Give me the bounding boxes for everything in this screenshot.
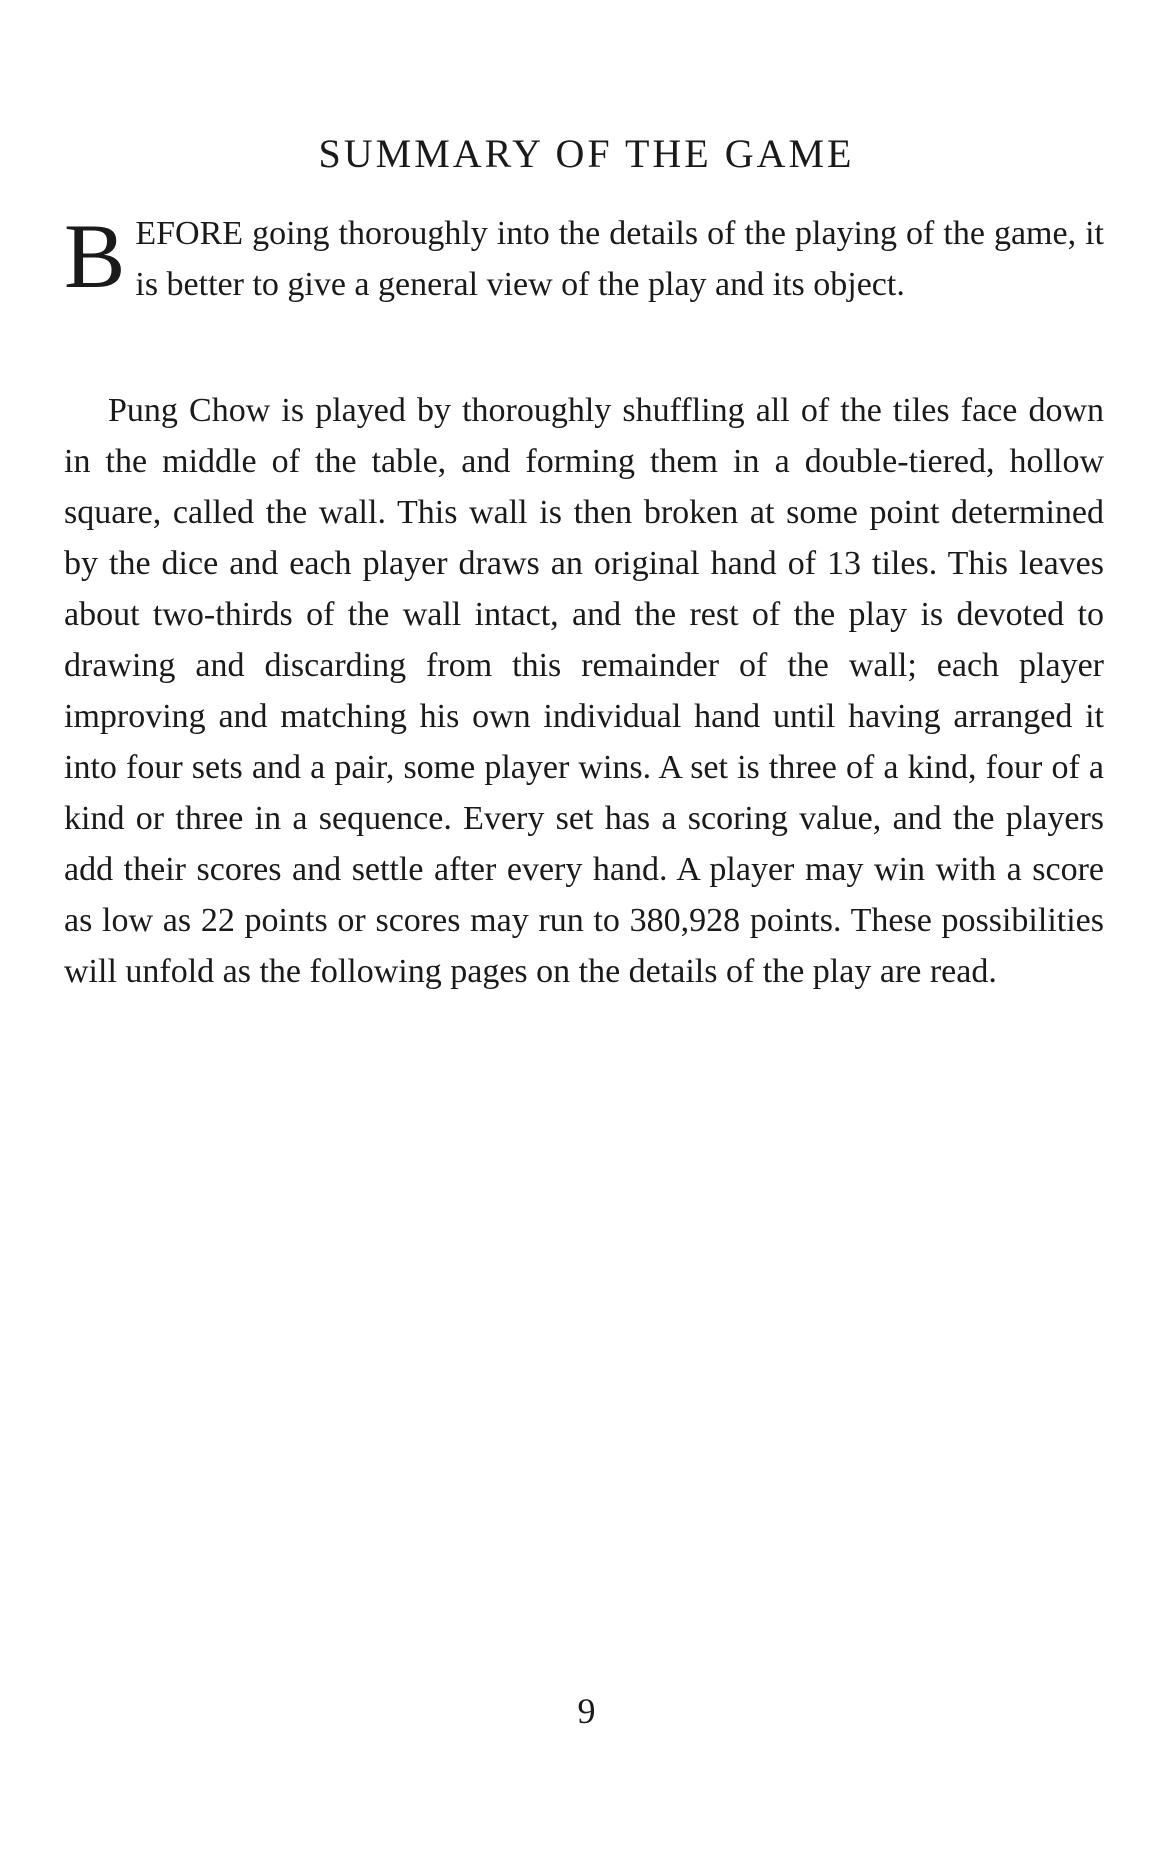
page-title: SUMMARY OF THE GAME: [318, 131, 855, 176]
intro-paragraph: [64, 205, 1104, 310]
page-number: 9: [577, 1691, 596, 1731]
drop-cap: B: [64, 205, 126, 307]
body-paragraph: Pung Chow is played by thoroughly shuffling all of the tiles face down in the middle of the table, and forming them in a double-tiered, hollow square, called the wall. This wall is then broken at some point determined by the dice and each player draws an original hand of 13 tiles. This leaves about two-thirds of the wall intact, and the rest of the play is devoted to drawing and discarding from this remainder of the wall; each player improving and matching his own individual hand until having arranged it into four sets and a pair, some player wins. A set is three of a kind, four of a kind or three in a sequence. Every set has a scoring value, and the players add their scores and settle after every hand. A player may win with a score as low as 22 points or scores may run to 380,928 points. These possibilities will unfold as the following pages on the details of the play are read.: [64, 392, 1104, 990]
intro-paragraph-text: EFORE going thoroughly into the details of the playing of the game, it is better to give a general view of the play and its object.: [135, 215, 1104, 303]
